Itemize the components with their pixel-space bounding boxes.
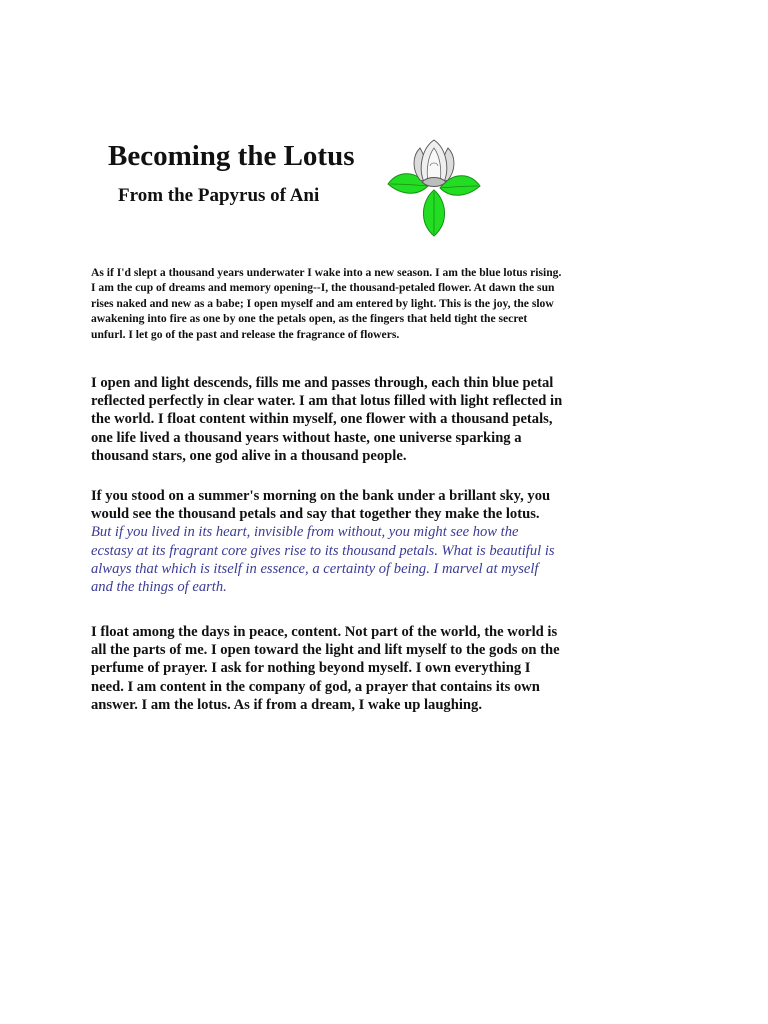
lotus-flower-icon xyxy=(384,136,484,240)
paragraph-3-plain-text: If you stood on a summer's morning on the bank under a brillant sky, you would see the thousand petals and say that together they make the lotus. xyxy=(91,488,551,523)
document-subtitle: From the Papyrus of Ani xyxy=(118,185,320,206)
document-title: Becoming the Lotus xyxy=(108,140,355,172)
paragraph-1: As if I'd slept a thousand years underwater I wake into a new season. I am the blue lotus rising. I am the cup of dreams and memory opening--I, the thousand-petaled flower. At dawn the sun rises naked and new as a babe; I open myself and am entered by light. This is the joy, the slow awakening into fire as one by one the petals open, as the fingers that held tight the secret unfurl. I let go of the past and release the fragrance of flowers. xyxy=(91,266,562,341)
paragraph-3 xyxy=(91,487,563,596)
paragraph-4: I float among the days in peace, content. Not part of the world, the world is all the parts of me. I open toward the light and lift myself to the gods on the perfume of prayer. I ask for nothing beyond myself. I own everything I need. I am content in the company of god, a prayer that contains its own answer. I am the lotus. As if from a dream, I wake up laughing. xyxy=(91,624,560,713)
paragraph-3-italic-text: But if you lived in its heart, invisible from without, you might see how the ecstasy at its fragrant core gives rise to its thousand petals. What is beautiful is always that which is itself in essence, a certainty of being. I marvel at myself and the things of earth. xyxy=(91,524,555,596)
paragraph-2: I open and light descends, fills me and passes through, each thin blue petal reflected perfectly in clear water. I am that lotus filled with light reflected in the world. I float content within myself, one flower with a thousand petals, one life lived a thousand years without haste, one universe sparking a thousand stars, one god alive in a thousand people. xyxy=(91,375,563,464)
